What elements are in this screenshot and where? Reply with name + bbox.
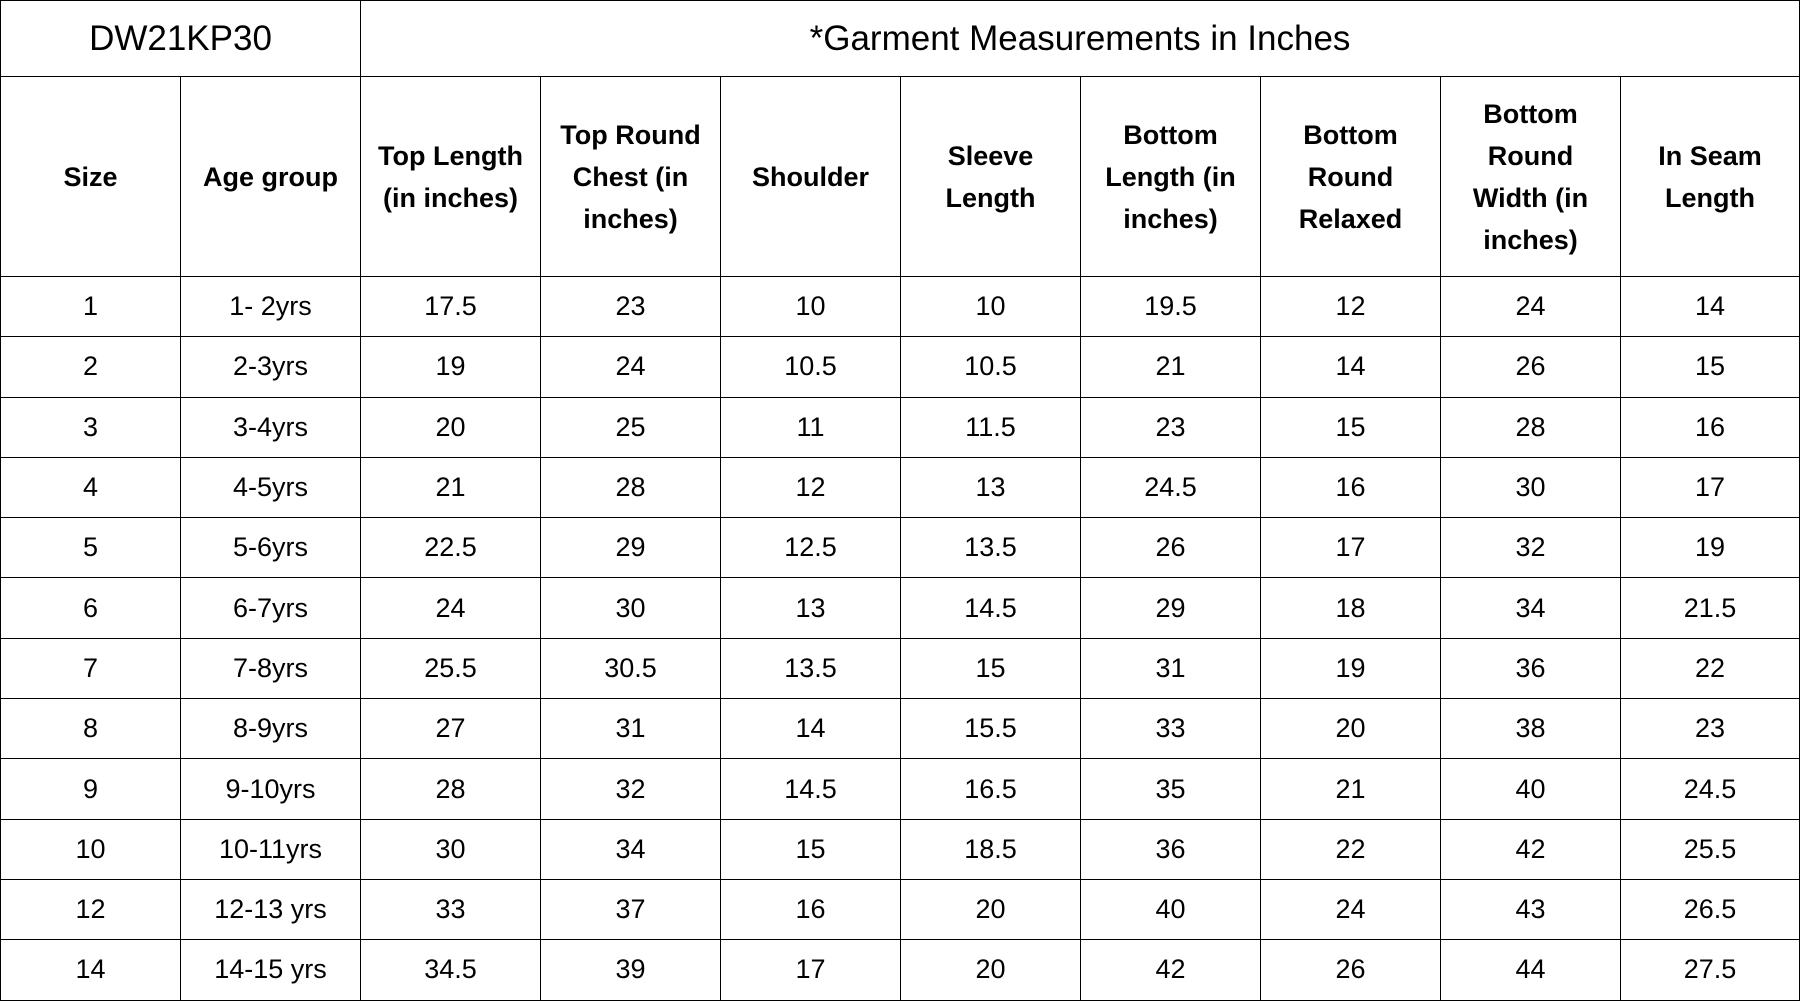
table-cell: 1- 2yrs [181,277,361,337]
table-cell: 26.5 [1621,879,1800,939]
table-cell: 38 [1441,699,1621,759]
table-cell: 10 [721,277,901,337]
table-cell: 20 [1261,699,1441,759]
table-cell: 26 [1081,518,1261,578]
table-cell: 37 [541,879,721,939]
header-size: Size [1,77,181,277]
table-cell: 23 [1621,699,1800,759]
header-bottom-length: Bottom Length (in inches) [1081,77,1261,277]
table-cell: 28 [541,457,721,517]
table-cell: 2 [1,337,181,397]
table-cell: 29 [1081,578,1261,638]
table-cell: 19 [1621,518,1800,578]
table-cell: 12.5 [721,518,901,578]
header-bottom-round-relaxed: Bottom Round Relaxed [1261,77,1441,277]
title-row [1,1,1800,77]
table-cell: 31 [541,699,721,759]
header-age-group: Age group [181,77,361,277]
table-cell: 35 [1081,759,1261,819]
table-cell: 44 [1441,940,1621,1000]
table-cell: 15 [721,819,901,879]
table-cell: 10.5 [901,337,1081,397]
table-cell: 40 [1441,759,1621,819]
table-cell: 31 [1081,638,1261,698]
table-cell: 2-3yrs [181,337,361,397]
table-cell: 14 [1621,277,1800,337]
table-row [1,699,1800,759]
table-cell: 14.5 [901,578,1081,638]
table-cell: 21 [1081,337,1261,397]
table-row [1,879,1800,939]
table-cell: 22 [1261,819,1441,879]
table-cell: 12 [1261,277,1441,337]
table-row [1,518,1800,578]
table-cell: 17 [1261,518,1441,578]
table-cell: 34 [541,819,721,879]
table-cell: 18 [1261,578,1441,638]
table-cell: 15 [1261,397,1441,457]
table-row [1,638,1800,698]
table-cell: 1 [1,277,181,337]
table-cell: 12-13 yrs [181,879,361,939]
table-cell: 25 [541,397,721,457]
table-cell: 16 [1261,457,1441,517]
header-top-length: Top Length (in inches) [361,77,541,277]
table-cell: 27 [361,699,541,759]
table-cell: 24.5 [1621,759,1800,819]
table-cell: 14 [721,699,901,759]
table-row [1,397,1800,457]
table-cell: 24 [361,578,541,638]
table-cell: 30.5 [541,638,721,698]
table-cell: 18.5 [901,819,1081,879]
table-cell: 5 [1,518,181,578]
table-cell: 7 [1,638,181,698]
table-cell: 8-9yrs [181,699,361,759]
table-cell: 10-11yrs [181,819,361,879]
table-cell: 21 [361,457,541,517]
header-in-seam-length: In Seam Length [1621,77,1800,277]
table-cell: 12 [1,879,181,939]
table-cell: 36 [1441,638,1621,698]
table-cell: 28 [361,759,541,819]
table-cell: 20 [901,940,1081,1000]
table-cell: 28 [1441,397,1621,457]
table-cell: 17 [721,940,901,1000]
table-cell: 42 [1081,940,1261,1000]
table-cell: 42 [1441,819,1621,879]
header-top-round-chest: Top Round Chest (in inches) [541,77,721,277]
table-row [1,759,1800,819]
table-row [1,819,1800,879]
table-cell: 24 [1261,879,1441,939]
header-sleeve-length: Sleeve Length [901,77,1081,277]
table-cell: 29 [541,518,721,578]
table-cell: 34.5 [361,940,541,1000]
table-cell: 16 [721,879,901,939]
table-cell: 19 [1261,638,1441,698]
table-cell: 4 [1,457,181,517]
table-cell: 17 [1621,457,1800,517]
table-cell: 13 [901,457,1081,517]
table-cell: 4-5yrs [181,457,361,517]
table-cell: 9 [1,759,181,819]
table-cell: 25.5 [1621,819,1800,879]
table-cell: 20 [901,879,1081,939]
table-cell: 24 [541,337,721,397]
table-cell: 7-8yrs [181,638,361,698]
table-row [1,337,1800,397]
table-row [1,940,1800,1000]
table-cell: 23 [541,277,721,337]
table-cell: 24.5 [1081,457,1261,517]
table-cell: 21 [1261,759,1441,819]
table-cell: 12 [721,457,901,517]
table-cell: 13 [721,578,901,638]
table-cell: 30 [1441,457,1621,517]
table-cell: 16.5 [901,759,1081,819]
table-row [1,277,1800,337]
table-cell: 40 [1081,879,1261,939]
table-cell: 14-15 yrs [181,940,361,1000]
table-cell: 43 [1441,879,1621,939]
table-cell: 10.5 [721,337,901,397]
product-code: DW21KP30 [1,1,361,77]
table-cell: 15 [1621,337,1800,397]
table-cell: 13.5 [901,518,1081,578]
table-row [1,457,1800,517]
table-cell: 36 [1081,819,1261,879]
table-cell: 15.5 [901,699,1081,759]
table-cell: 15 [901,638,1081,698]
table-cell: 34 [1441,578,1621,638]
table-cell: 14 [1261,337,1441,397]
header-bottom-round-width: Bottom Round Width (in inches) [1441,77,1621,277]
table-cell: 14.5 [721,759,901,819]
table-cell: 22 [1621,638,1800,698]
table-cell: 10 [1,819,181,879]
table-cell: 20 [361,397,541,457]
table-cell: 22.5 [361,518,541,578]
table-cell: 3 [1,397,181,457]
table-cell: 33 [1081,699,1261,759]
table-cell: 5-6yrs [181,518,361,578]
table-cell: 16 [1621,397,1800,457]
table-cell: 25.5 [361,638,541,698]
table-cell: 21.5 [1621,578,1800,638]
header-row [1,77,1800,277]
table-cell: 26 [1441,337,1621,397]
table-cell: 32 [1441,518,1621,578]
table-cell: 6-7yrs [181,578,361,638]
table-cell: 11 [721,397,901,457]
table-title: *Garment Measurements in Inches [361,1,1800,77]
table-cell: 39 [541,940,721,1000]
table-cell: 17.5 [361,277,541,337]
table-cell: 23 [1081,397,1261,457]
table-cell: 33 [361,879,541,939]
table-cell: 14 [1,940,181,1000]
table-cell: 6 [1,578,181,638]
table-cell: 3-4yrs [181,397,361,457]
table-cell: 13.5 [721,638,901,698]
table-cell: 30 [361,819,541,879]
table-cell: 30 [541,578,721,638]
table-cell: 19 [361,337,541,397]
table-cell: 27.5 [1621,940,1800,1000]
table-row [1,578,1800,638]
table-cell: 24 [1441,277,1621,337]
table-cell: 19.5 [1081,277,1261,337]
table-cell: 11.5 [901,397,1081,457]
table-cell: 8 [1,699,181,759]
table-cell: 9-10yrs [181,759,361,819]
header-shoulder: Shoulder [721,77,901,277]
table-cell: 32 [541,759,721,819]
table-cell: 10 [901,277,1081,337]
table-cell: 26 [1261,940,1441,1000]
